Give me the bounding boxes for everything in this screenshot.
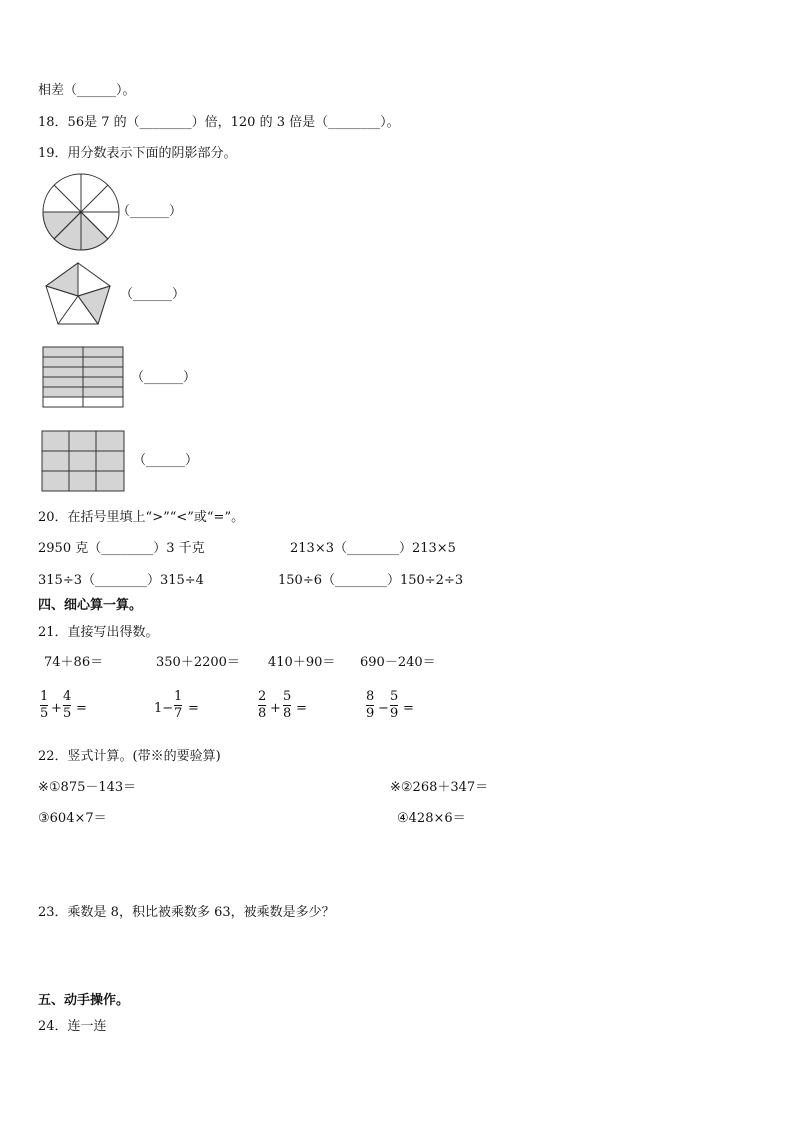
one-minus: 1−: [154, 701, 174, 716]
fraction-5-8: [283, 690, 291, 721]
brick-rectangle-figure: [42, 346, 124, 408]
vertical-calc-4: ④428×6＝: [397, 811, 466, 826]
vertical-calc-3: ③604×7＝: [38, 811, 107, 826]
minus-sign: −: [378, 701, 389, 716]
plus-sign: +: [51, 701, 62, 716]
question-23: 23．乘数是 8，积比被乘数多 63，被乘数是多少？: [38, 905, 335, 920]
calc-1: 74＋86＝: [44, 655, 104, 670]
calc-3: 410＋90＝: [268, 655, 336, 670]
question-19: 19．用分数表示下面的阴影部分。: [38, 146, 237, 161]
fraction-1-7: [174, 690, 182, 721]
fraction-denominator: 9: [390, 706, 399, 721]
answer-blank-2[interactable]: （______）: [120, 287, 186, 302]
fraction-numerator: 5: [390, 689, 399, 704]
fraction-denominator: 8: [283, 706, 292, 721]
line-17-tail: 相差（______）。: [38, 83, 136, 98]
fraction-denominator: 5: [63, 706, 72, 721]
compare-item-d: 150÷6（________）150÷2÷3: [278, 573, 464, 588]
compare-item-b: 213×3（________）213×5: [290, 541, 456, 556]
answer-blank-1[interactable]: （______）: [117, 204, 183, 219]
section-5-heading: 五、动手操作。: [38, 993, 130, 1008]
calc-2: 350＋2200＝: [156, 655, 240, 670]
equals-sign: =: [76, 701, 87, 716]
fraction-4-5: [63, 690, 71, 721]
fraction-numerator: 5: [283, 689, 292, 704]
fraction-1-5: [40, 690, 48, 721]
equals-sign: =: [403, 701, 414, 716]
equals-sign: =: [188, 701, 199, 716]
answer-blank-3[interactable]: （______）: [131, 370, 197, 385]
plus-sign: +: [270, 701, 281, 716]
circle-fraction-figure: [40, 171, 122, 253]
fraction-2-8: [258, 690, 266, 721]
fraction-denominator: 8: [258, 706, 267, 721]
question-18: 18．56是 7 的（________）倍，120 的 3 倍是（________）。: [38, 115, 400, 130]
section-4-heading: 四、细心算一算。: [38, 598, 143, 613]
calc-4: 690－240＝: [360, 655, 436, 670]
fraction-numerator: 2: [258, 689, 267, 704]
question-24: 24．连一连: [38, 1019, 107, 1034]
question-20: 20．在括号里填上“>”“<”或“=”。: [38, 510, 245, 525]
compare-item-c: 315÷3（________）315÷4: [38, 573, 204, 588]
fraction-denominator: 7: [174, 706, 183, 721]
fraction-numerator: 1: [174, 689, 183, 704]
question-22: 22．竖式计算。(带※的要验算): [38, 749, 221, 764]
fraction-numerator: 8: [366, 689, 375, 704]
fraction-numerator: 1: [40, 689, 49, 704]
pentagon-fraction-figure: [43, 260, 113, 328]
fraction-numerator: 4: [63, 689, 72, 704]
compare-item-a: 2950 克（________）3 千克: [38, 541, 205, 556]
question-21: 21．直接写出得数。: [38, 625, 159, 640]
fraction-denominator: 5: [40, 706, 49, 721]
equals-sign: =: [296, 701, 307, 716]
fraction-5-9: [390, 690, 398, 721]
fraction-denominator: 9: [366, 706, 375, 721]
answer-blank-4[interactable]: （______）: [133, 453, 199, 468]
vertical-calc-2: ※②268＋347＝: [390, 780, 489, 795]
vertical-calc-1: ※①875－143＝: [38, 780, 137, 795]
fraction-8-9: [366, 690, 374, 721]
grid-rectangle-figure: [41, 430, 125, 492]
